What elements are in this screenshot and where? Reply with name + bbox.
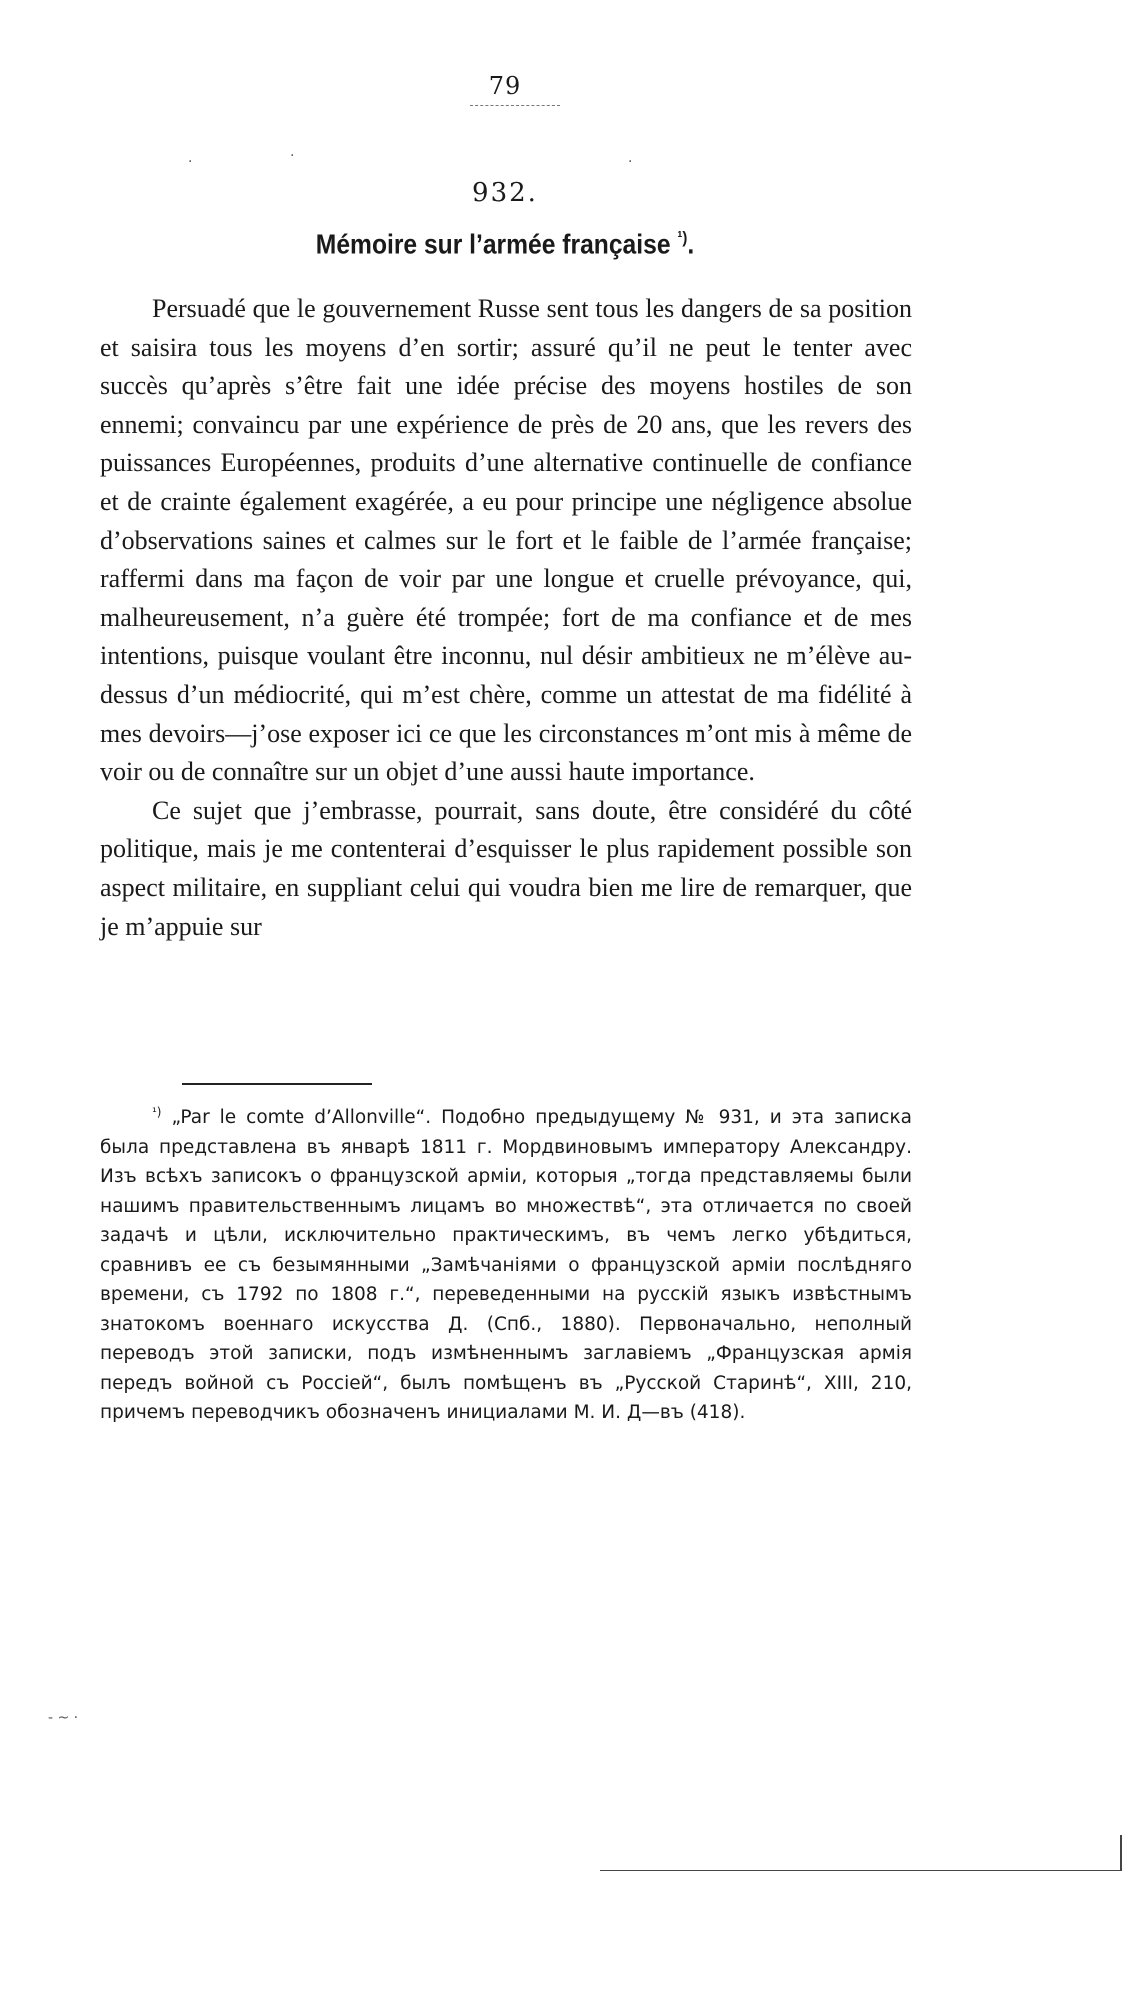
- footnote-marker: ¹): [152, 1105, 162, 1119]
- footnote-text: „Par le comte d’Allonville“. Подобно предыдущему № 931, и эта записка была представлена въ январѣ 1811 г. Мордвиновымъ императору Александру. Изъ всѣхъ записокъ о французской арміи, которыя „тогда представляемы были нашимъ правительственнымъ лицамъ во множествѣ“, эта отличается по своей задачѣ и цѣли, исключительно практическимъ, въ чемъ легко убѣдиться, сравнивъ ее съ безымянными „Замѣчаніями о французской арміи послѣдняго времени, съ 1792 по 1808 г.“, переведенными на русскій языкъ извѣстнымъ знатокомъ военнаго искусства Д. (Спб., 1880). Первоначально, неполный переводъ этой записки, подъ измѣненнымъ заглавіемъ „Французская армія передъ войной съ Россіей“, былъ помѣщенъ въ „Русской Старинѣ“, XIII, 210, причемъ переводчикъ обозначенъ инициалами М. И. Д—въ (418).: [100, 1107, 912, 1424]
- scan-frame-edge: [1120, 1835, 1122, 1871]
- main-text: [100, 290, 912, 946]
- title-footnote-marker: ¹): [677, 228, 688, 247]
- scan-speck: .: [188, 150, 193, 166]
- title-text: Mémoire sur l’armée française: [315, 228, 671, 260]
- document-title: Mémoire sur l’armée française $^{^1)}$.: [315, 228, 695, 260]
- scan-frame-edge: [600, 1870, 1120, 1871]
- footnote-divider: [182, 1083, 372, 1085]
- page-number-rule: [470, 105, 560, 106]
- scan-speck: .: [628, 150, 633, 166]
- footnote: [100, 1098, 912, 1428]
- page-number: 79: [488, 72, 522, 100]
- paragraph: Ce sujet que j’embrasse, pourrait, sans doute, être considéré du côté politique, mais je me contenterai d’esquisser le plus rapidement possible son aspect militaire, en suppliant celui qui voudra bien me lire de remarquer, que je m’appuie sur: [100, 795, 912, 941]
- scan-speck: - ~ ·: [48, 1710, 79, 1726]
- scan-speck: .: [290, 144, 295, 160]
- document-number: 932.: [472, 178, 538, 208]
- paragraph: Persuadé que le gouvernement Russe sent tous les dangers de sa position et saisira tous les moyens d’en sortir; assuré qu’il ne peut le tenter avec succès qu’après s’être fait une idée précise des moyens hostiles de son ennemi; convaincu par une expérience de près de 20 ans, que les revers des puissances Européennes, produits d’une alternative continuelle de confiance et de crainte également exagérée, a eu pour principe une négligence absolue d’observations saines et calmes sur le fort et le faible de l’armée française; raffermi dans ma façon de voir par une longue et cruelle prévoyance, qui, malheureusement, n’a guère été trompée; fort de ma confiance et de mes intentions, puisque voulant être inconnu, nul désir ambitieux ne m’élève au-dessus d’un médiocrité, qui m’est chère, comme un attestat de ma fidélité à mes devoirs—j’ose exposer ici ce que les circonstances m’ont mis à même de voir ou de connaître sur un objet d’une aussi haute importance.: [100, 294, 912, 787]
